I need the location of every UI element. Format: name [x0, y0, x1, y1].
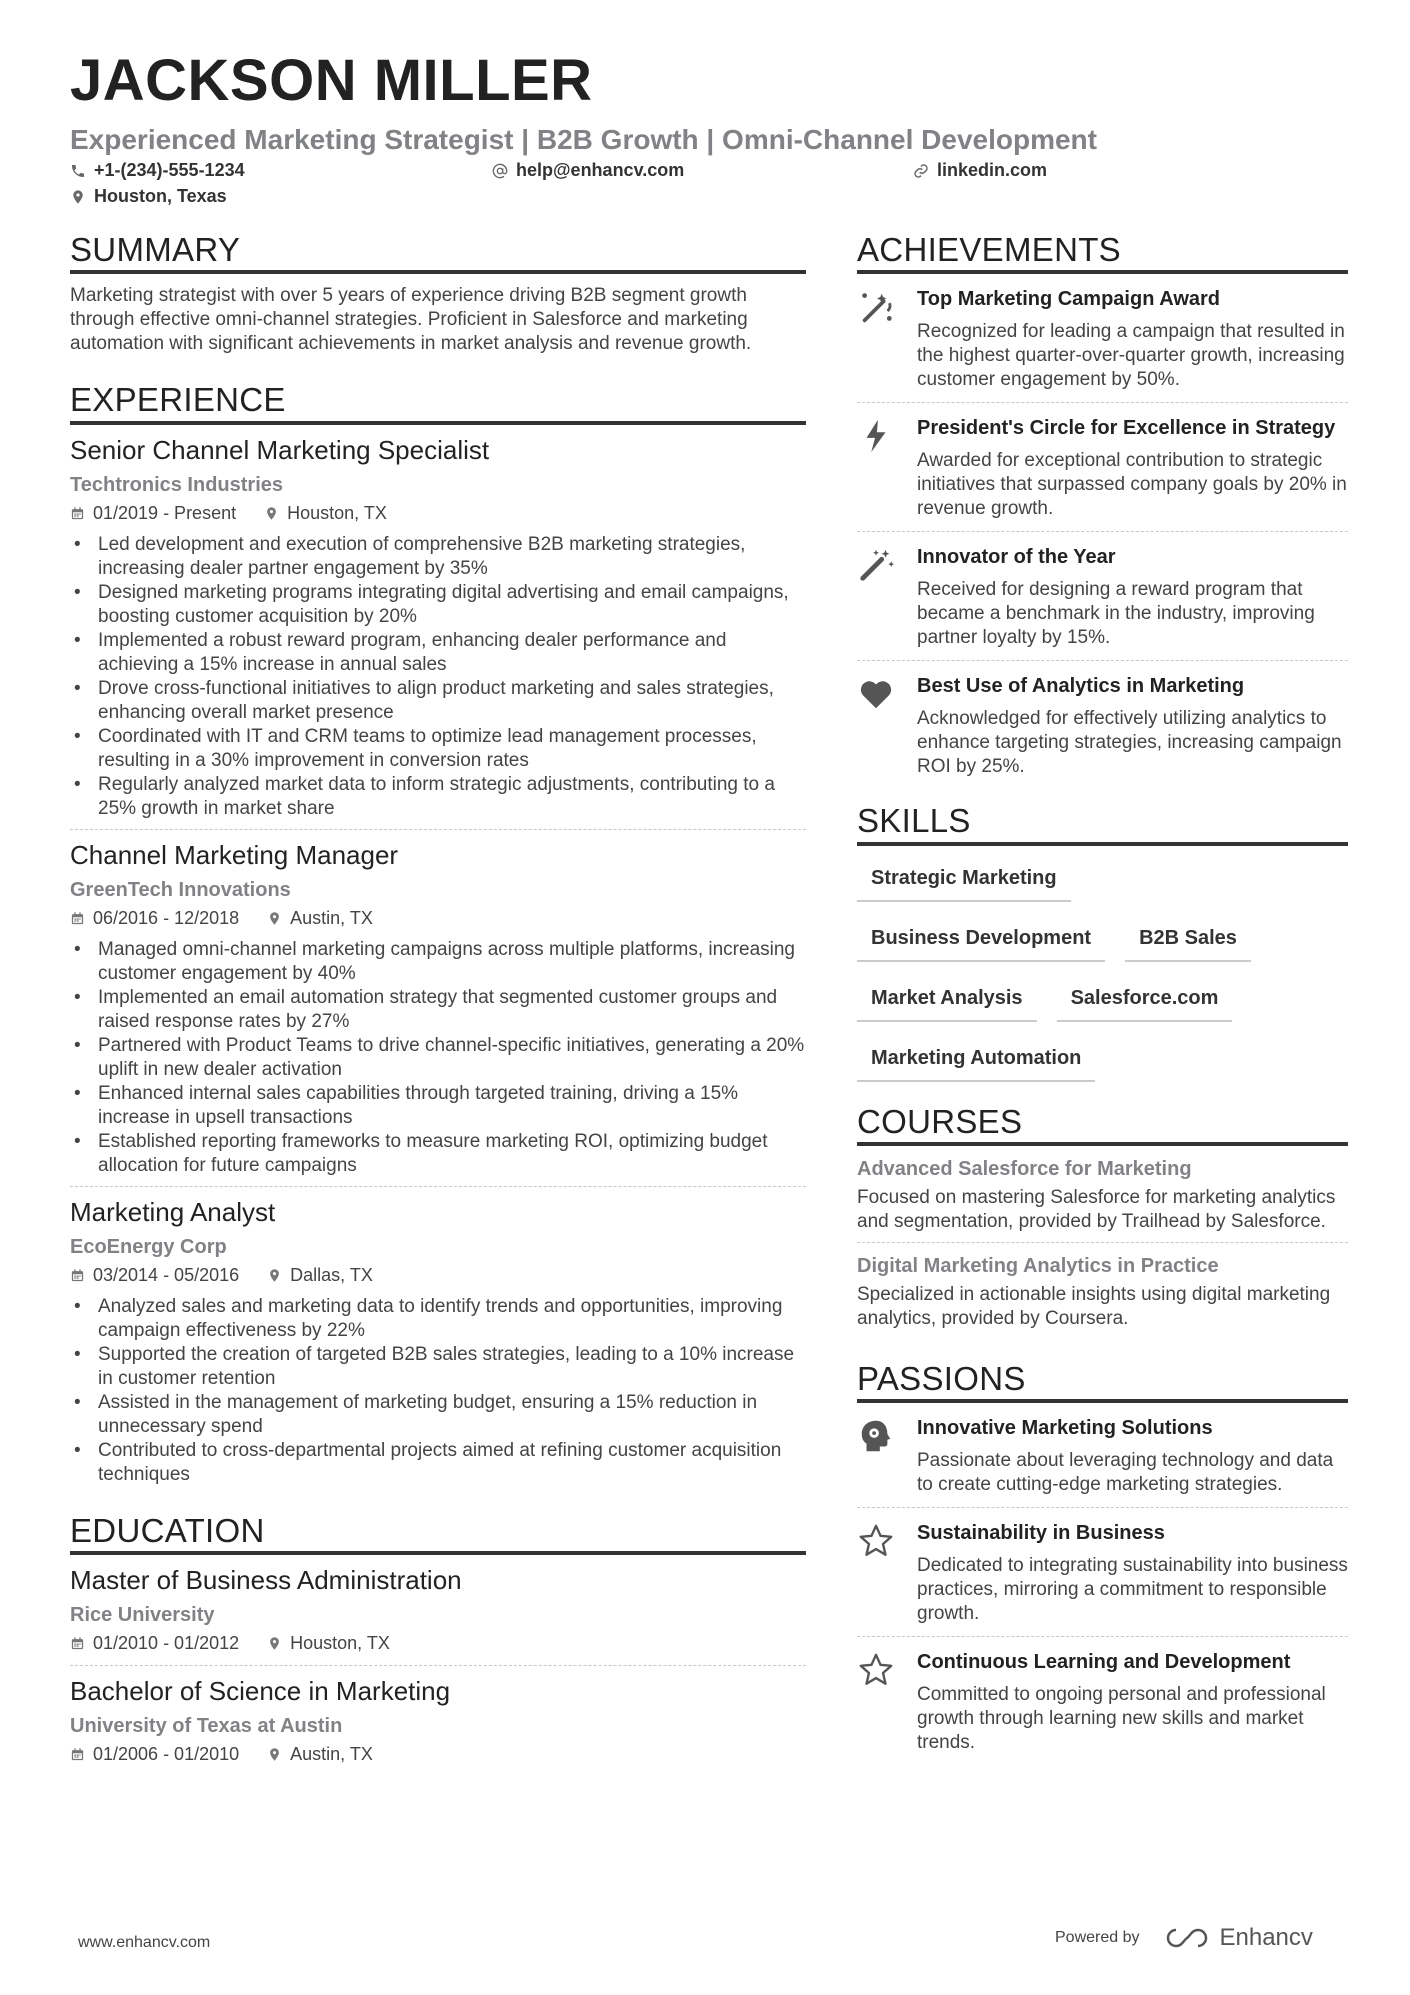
- job-location: [267, 1265, 373, 1286]
- course-description: Focused on mastering Salesforce for marketing analytics and segmentation, provided by Trailhead by Salesforce.: [857, 1186, 1336, 1232]
- job-location: [264, 503, 387, 524]
- calendar-icon: [70, 1636, 85, 1651]
- course-title: Advanced Salesforce for Marketing: [857, 1157, 1192, 1180]
- summary-text: Marketing strategist with over 5 years of experience driving B2B segment growth through effective omni-channel strategies. Proficient in Salesforce and marketing automation with significant achievements in market analysis and revenue growth.: [70, 285, 752, 355]
- star-icon: [857, 1522, 895, 1560]
- location-pin-icon: [264, 506, 279, 521]
- bullet-item: • Coordinated with IT and CRM teams to optimize lead management processes, resulting in a 30% improvement in conversion rates: [70, 725, 806, 773]
- passions-list: [857, 1403, 1348, 1765]
- job-title: Marketing Analyst: [70, 1196, 276, 1227]
- contact-location: [70, 186, 227, 207]
- calendar-icon: [70, 911, 85, 926]
- bullet-item: • Assisted in the management of marketing budget, ensuring a 15% reduction in unnecessary spend: [70, 1391, 806, 1439]
- entry-title: President's Circle for Excellence in Strategy: [917, 417, 1336, 440]
- entry-body: [917, 673, 1348, 779]
- entry-icon-wrap: [857, 415, 917, 521]
- calendar-icon: [70, 506, 85, 521]
- location-pin-icon: [267, 1636, 282, 1651]
- experience-entry: [70, 433, 806, 821]
- skill-tag: Marketing Automation: [857, 1036, 1095, 1082]
- achievements-heading: ACHIEVEMENTS: [857, 232, 1348, 274]
- entry-divider: [70, 1665, 806, 1666]
- entry-icon-wrap: [857, 1520, 917, 1626]
- bullet-item: • Implemented a robust reward program, enhancing dealer performance and achieving a 15% increase in annual sales: [70, 629, 806, 677]
- achievement-item: [857, 531, 1348, 660]
- calendar-icon: [70, 1747, 85, 1762]
- enhancv-logo[interactable]: [1164, 1924, 1313, 1952]
- brand-name: Enhancv: [1219, 1924, 1313, 1951]
- location-text: Houston, TX: [290, 1633, 390, 1654]
- course-description: Specialized in actionable insights using digital marketing analytics, provided by Coursera.: [857, 1283, 1331, 1329]
- bullet-item: • Led development and execution of comprehensive B2B marketing strategies, increasing dealer partner engagement by 35%: [70, 533, 806, 581]
- date-location-row: [70, 1631, 806, 1657]
- entry-description: Acknowledged for effectively utilizing analytics to enhance targeting strategies, increasing campaign ROI by 25%.: [917, 708, 1342, 778]
- bullet-item: • Implemented an email automation strategy that segmented customer groups and raised response rates by 27%: [70, 986, 806, 1034]
- entry-body: [917, 415, 1348, 521]
- phone-icon: [70, 163, 86, 179]
- education-list: [70, 1563, 806, 1768]
- skills-list: [857, 846, 1348, 1096]
- entry-title: Innovative Marketing Solutions: [917, 1417, 1213, 1440]
- bullet-item: • Supported the creation of targeted B2B sales strategies, leading to a 10% increase in customer retention: [70, 1343, 806, 1391]
- date-location-row: [70, 906, 806, 932]
- location-text: Austin, TX: [290, 908, 373, 929]
- education-entry: [70, 1563, 806, 1657]
- experience-heading: EXPERIENCE: [70, 382, 806, 424]
- date-range: [70, 503, 236, 524]
- entry-icon-wrap: [857, 673, 917, 779]
- entry-body: [917, 544, 1348, 650]
- job-location: [267, 1633, 390, 1654]
- right-column: [857, 232, 1348, 1765]
- entry-title: Continuous Learning and Development: [917, 1651, 1291, 1674]
- responsibility-list: [70, 533, 806, 821]
- skill-tag: Salesforce.com: [1057, 976, 1233, 1022]
- entry-description: Committed to ongoing personal and professional growth through learning new skills and market trends.: [917, 1684, 1326, 1754]
- date-range: [70, 908, 239, 929]
- bullet-item: • Partnered with Product Teams to drive channel-specific initiatives, generating a 20% uplift in new dealer activation: [70, 1034, 806, 1082]
- skill-tag: Strategic Marketing: [857, 856, 1071, 902]
- entry-description: Received for designing a reward program that became a benchmark in the industry, improving partner loyalty by 15%.: [917, 579, 1315, 649]
- bullet-item: • Designed marketing programs integrating digital advertising and email campaigns, boosting customer acquisition by 20%: [70, 581, 806, 629]
- footer-branding: [1055, 1924, 1313, 1952]
- entry-icon-wrap: [857, 286, 917, 392]
- courses-heading: COURSES: [857, 1104, 1348, 1146]
- bolt-icon: [857, 417, 895, 455]
- job-location: [267, 1744, 373, 1765]
- entry-body: [917, 1415, 1348, 1497]
- degree-title: Bachelor of Science in Marketing: [70, 1675, 451, 1706]
- entry-icon-wrap: [857, 1415, 917, 1497]
- left-column: [70, 232, 806, 1768]
- at-icon: [492, 163, 508, 179]
- bullet-item: • Established reporting frameworks to measure marketing ROI, optimizing budget allocation for future campaigns: [70, 1130, 806, 1178]
- achievement-item: [857, 660, 1348, 789]
- contact-email[interactable]: [492, 160, 684, 181]
- bullet-item: • Analyzed sales and marketing data to identify trends and opportunities, improving campaign effectiveness by 22%: [70, 1295, 806, 1343]
- bullet-item: • Regularly analyzed market data to inform strategic adjustments, contributing to a 25% growth in market share: [70, 773, 806, 821]
- entry-body: [917, 286, 1348, 392]
- experience-entry: [70, 1195, 806, 1487]
- job-title: Channel Marketing Manager: [70, 839, 399, 870]
- date-text: 03/2014 - 05/2016: [93, 1265, 240, 1286]
- head-icon: [857, 1417, 895, 1455]
- course-item: [857, 1242, 1348, 1339]
- entry-body: [917, 1520, 1348, 1626]
- entry-title: Best Use of Analytics in Marketing: [917, 675, 1245, 698]
- location-pin-icon: [267, 1747, 282, 1762]
- skills-heading: SKILLS: [857, 803, 1348, 845]
- location-text: Houston, Texas: [94, 186, 227, 206]
- date-text: 06/2016 - 12/2018: [93, 908, 240, 929]
- responsibility-list: [70, 938, 806, 1178]
- skill-tag: Market Analysis: [857, 976, 1037, 1022]
- date-range: [70, 1633, 239, 1654]
- date-location-row: [70, 1263, 806, 1289]
- company-name: Techtronics Industries: [70, 473, 284, 496]
- company-name: GreenTech Innovations: [70, 878, 291, 901]
- candidate-tagline: Experienced Marketing Strategist | B2B Growth | Omni-Channel Development: [70, 124, 1097, 155]
- degree-title: Master of Business Administration: [70, 1564, 462, 1595]
- entry-title: Innovator of the Year: [917, 546, 1116, 569]
- entry-description: Dedicated to integrating sustainability into business practices, mirroring a commitment to responsible growth.: [917, 1555, 1348, 1625]
- course-item: [857, 1146, 1348, 1242]
- entry-description: Passionate about leveraging technology and data to create cutting-edge marketing strategies.: [917, 1450, 1334, 1496]
- bullet-item: • Drove cross-functional initiatives to align product marketing and sales strategies, enhancing overall market presence: [70, 677, 806, 725]
- linkedin-text: linkedin.com: [937, 160, 1048, 180]
- course-title: Digital Marketing Analytics in Practice: [857, 1254, 1219, 1277]
- magic-icon: [857, 288, 895, 326]
- entry-description: Recognized for leading a campaign that resulted in the highest quarter-over-quarter growth, increasing customer engagement by 50%.: [917, 321, 1345, 391]
- email-text: help@enhancv.com: [516, 160, 685, 180]
- school-name: University of Texas at Austin: [70, 1714, 343, 1737]
- entry-title: Sustainability in Business: [917, 1522, 1165, 1545]
- entry-divider: [70, 829, 806, 830]
- date-location-row: [70, 1742, 806, 1768]
- bullet-item: • Managed omni-channel marketing campaigns across multiple platforms, increasing customer engagement by 40%: [70, 938, 806, 986]
- summary-heading: SUMMARY: [70, 232, 806, 274]
- link-icon: [913, 163, 929, 179]
- date-text: 01/2019 - Present: [93, 503, 237, 524]
- heart-icon: [857, 675, 895, 713]
- achievements-list: [857, 274, 1348, 789]
- location-pin-icon: [267, 1268, 282, 1283]
- location-pin-icon: [70, 189, 86, 205]
- passions-heading: PASSIONS: [857, 1361, 1348, 1403]
- date-text: 01/2006 - 01/2010: [93, 1744, 240, 1765]
- experience-entry: [70, 838, 806, 1178]
- date-text: 01/2010 - 01/2012: [93, 1633, 240, 1654]
- skill-tag: Business Development: [857, 916, 1105, 962]
- responsibility-list: [70, 1295, 806, 1487]
- entry-icon-wrap: [857, 1649, 917, 1755]
- education-heading: EDUCATION: [70, 1513, 806, 1555]
- entry-divider: [70, 1186, 806, 1187]
- phone-text: +1-(234)-555-1234: [94, 160, 245, 180]
- entry-description: Awarded for exceptional contribution to strategic initiatives that surpassed company goals by 20% in revenue growth.: [917, 450, 1347, 520]
- location-pin-icon: [267, 911, 282, 926]
- wand-icon: [857, 546, 895, 584]
- company-name: EcoEnergy Corp: [70, 1235, 227, 1258]
- bullet-item: • Enhanced internal sales capabilities through targeted training, driving a 15% increase in upsell transactions: [70, 1082, 806, 1130]
- date-range: [70, 1744, 239, 1765]
- experience-list: [70, 433, 806, 1487]
- passion-item: [857, 1507, 1348, 1636]
- powered-by-label: Powered by: [1055, 1929, 1140, 1946]
- footer-website[interactable]: www.enhancv.com: [78, 1934, 211, 1951]
- education-entry: [70, 1674, 806, 1768]
- school-name: Rice University: [70, 1603, 215, 1626]
- courses-list: [857, 1146, 1348, 1339]
- achievement-item: [857, 274, 1348, 402]
- bullet-item: • Contributed to cross-departmental projects aimed at refining customer acquisition techniques: [70, 1439, 806, 1487]
- job-location: [267, 908, 373, 929]
- entry-icon-wrap: [857, 544, 917, 650]
- location-text: Austin, TX: [290, 1744, 373, 1765]
- job-title: Senior Channel Marketing Specialist: [70, 434, 490, 465]
- contact-linkedin[interactable]: [913, 160, 1047, 181]
- date-location-row: [70, 501, 806, 527]
- location-text: Dallas, TX: [290, 1265, 373, 1286]
- entry-title: Top Marketing Campaign Award: [917, 288, 1220, 311]
- contact-phone: [70, 160, 245, 181]
- achievement-item: [857, 402, 1348, 531]
- skill-tag: B2B Sales: [1125, 916, 1251, 962]
- star-icon: [857, 1651, 895, 1689]
- calendar-icon: [70, 1268, 85, 1283]
- passion-item: [857, 1403, 1348, 1507]
- location-text: Houston, TX: [287, 503, 387, 524]
- date-range: [70, 1265, 239, 1286]
- enhancv-logo-icon: [1164, 1926, 1210, 1950]
- candidate-name: JACKSON MILLER: [70, 48, 593, 113]
- passion-item: [857, 1636, 1348, 1765]
- entry-body: [917, 1649, 1348, 1755]
